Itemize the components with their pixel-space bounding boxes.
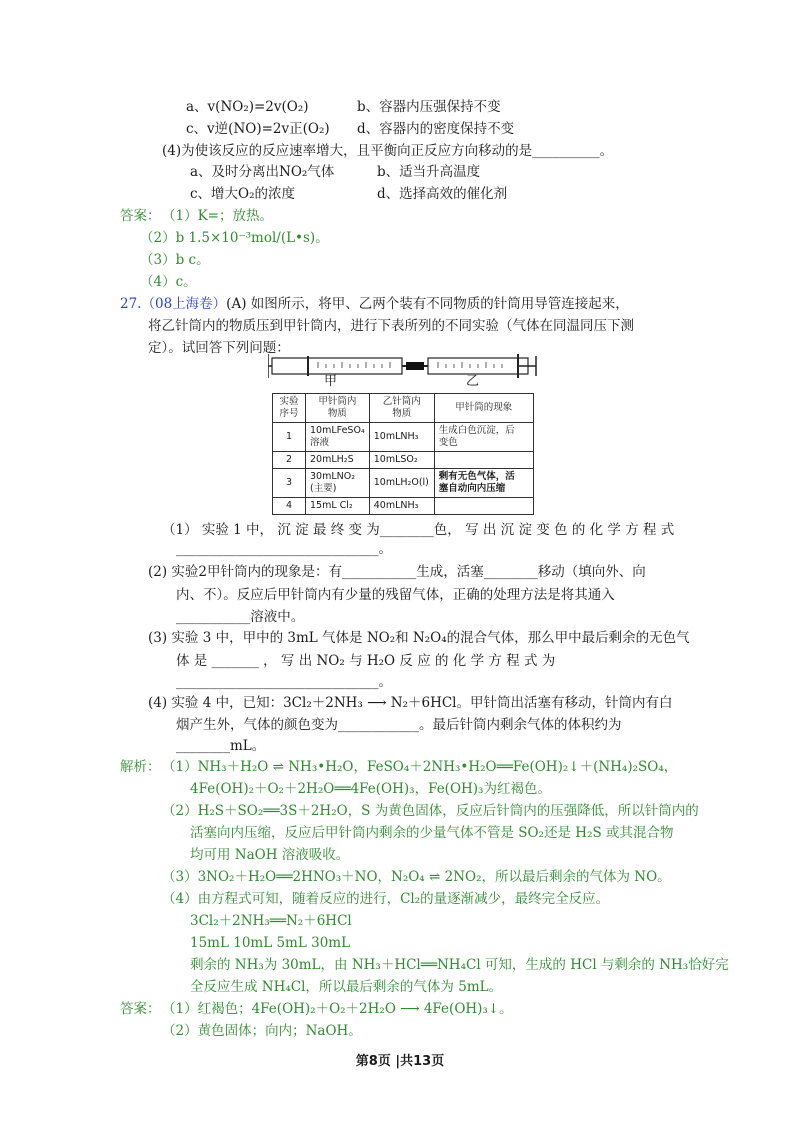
question-source: （08上海卷） [141,296,227,312]
answer-line-3: （3）b c。 [140,252,210,268]
syringe-label-jia: 甲 [324,374,338,389]
q4-option-d: d、选择高效的催化剂 [377,186,508,202]
table-cell [434,498,533,515]
analysis-1-line-1: （1）NH₃＋H₂O ⇌ NH₃•H₂O，FeSO₄＋2NH₃•H₂O══Fe(OH)₂↓＋(NH₄)₂SO₄， [162,759,678,775]
option-d: d、容器内的密度保持不变 [357,121,515,137]
subquestion-3-line-3: ______________________________。 [176,674,392,690]
table-row [273,423,534,452]
table-header-cell: 甲针筒内 物质 [306,394,370,423]
question-stem-3: 定）。试回答下列问题： [148,340,290,356]
table-cell: 1 [273,423,306,452]
analysis-4-line-4: 剩余的 NH₃为 30mL，由 NH₃＋HCl══NH₄Cl 可知，生成的 HCl 与剩余的 NH₃恰好完 [190,957,729,973]
question-stem-2: 将乙针筒内的物质压到甲针筒内，进行下表所列的不同实验（气体在同温同压下测 [148,318,634,334]
analysis-2-line-3: 均可用 NaOH 溶液吸收。 [190,847,350,863]
analysis-1-line-2: 4Fe(OH)₂＋O₂＋2H₂O══4Fe(OH)₃，Fe(OH)₃为红褐色。 [190,781,551,797]
analysis-4-line-1: （4）由方程式可知，随着反应的进行，Cl₂的量逐渐减少，最终完全反应。 [162,891,610,907]
table-row [273,498,534,515]
syringe-label-yi: 乙 [466,374,480,389]
answer-line-2: （2）b 1.5×10⁻³mol/(L•s)。 [140,230,329,246]
analysis-3: （3）3NO₂＋H₂O══2HNO₃＋NO，N₂O₄ ⇌ 2NO₂，所以最后剩余的气体为 NO。 [162,869,671,885]
table-cell: 30mLNO₂ (主要) [306,469,370,498]
question-27-header [120,294,629,314]
option-a: a、v(NO₂)=2v(O₂) [186,99,309,115]
syringe-figure [268,348,538,392]
question-stem-1: (A) 如图所示，将甲、乙两个装有不同物质的针筒用导管连接起来， [226,296,629,312]
table-row [273,469,534,498]
analysis-label: 解析： [120,759,161,775]
table-cell: 10mLSO₂ [369,452,434,469]
answer-line-4: （4）c。 [140,274,197,290]
analysis-2-line-1: （2）H₂S＋SO₂══3S＋2H₂O，S 为黄色固体，反应后针筒内的压强降低，所以针筒内的 [162,803,699,819]
q4-option-c: c、增大O₂的浓度 [190,186,296,202]
subquestion-3-line-1: (3) 实验 3 中，甲中的 3mL 气体是 NO₂和 N₂O₄的混合气体，那么甲中最后剩余的无色气 [148,630,690,646]
subquestion-4-line-2: 烟产生外，气体的颜色变为____________。最后针筒内剩余气体的体积约为 [176,717,622,733]
experiment-table [272,393,534,515]
table-cell: 10mLFeSO₄ 溶液 [306,423,370,452]
table-cell: 2 [273,452,306,469]
table-row [273,452,534,469]
question-4-stem: (4)为使该反应的反应速率增大，且平衡向正反应方向移动的是__________。 [162,143,614,159]
option-c: c、v逆(NO)=2v正(O₂) [186,121,330,137]
table-header-row [273,394,534,423]
option-b: b、容器内压强保持不变 [357,99,501,115]
answer-line-1: （1）K=；放热。 [162,208,273,224]
subquestion-2-line-1: (2) 实验2甲针筒内的现象是：有___________生成，活塞________移动（填向外、向 [148,564,646,580]
subquestion-3-line-2: 体 是 _______ ， 写 出 NO₂ 与 H₂O 反 应 的 化 学 方 程 式 为 [176,653,556,669]
table-header-cell: 甲针筒的现象 [434,394,533,423]
table-cell: 生成白色沉淀，后 变色 [434,423,533,452]
analysis-4-equation: 3Cl₂＋2NH₃══N₂＋6HCl [190,913,352,929]
subquestion-4-line-3: ________mL。 [176,738,266,754]
question-number: 27. [120,296,142,312]
subquestion-1-line-1: （1） 实验 1 中， 沉 淀 最 终 变 为________色， 写 出 沉 淀 变 色 的 化 学 方 程 式 [162,522,675,538]
answer-27-line-2: （2）黄色固体；向内；NaOH。 [162,1023,362,1039]
q4-option-b: b、适当升高温度 [377,164,481,180]
analysis-4-volumes: 15mL 10mL 5mL 30mL [190,935,351,951]
subquestion-1-line-2: ______________________________。 [176,541,392,557]
table-cell: 10mLNH₃ [369,423,434,452]
subquestion-2-line-2: 内、不）。反应后甲针筒内有少量的残留气体，正确的处理方法是将其通入 [176,587,615,603]
table-cell: 15mL Cl₂ [306,498,370,515]
page-footer: 第8页 |共13页 [355,1054,445,1069]
table-cell: 剩有无色气体，活 塞自动向内压缩 [434,469,533,498]
subquestion-4-line-1: (4) 实验 4 中，已知：3Cl₂＋2NH₃ ⟶ N₂＋6HCl。甲针筒出活塞有移动，针筒内有白 [148,695,673,711]
table-cell: 10mLH₂O(l) [369,469,434,498]
analysis-4-line-5: 全反应生成 NH₄Cl，所以最后剩余的气体为 5mL。 [190,979,503,995]
answer-27-line-1: （1）红褐色；4Fe(OH)₂＋O₂＋2H₂O ⟶ 4Fe(OH)₃↓。 [162,1001,513,1017]
answer-label: 答案： [120,208,161,224]
table-cell: 40mLNH₃ [369,498,434,515]
subquestion-2-line-3: ___________溶液中。 [176,609,305,625]
q4-option-a: a、及时分离出NO₂气体 [190,164,335,180]
table-header-cell: 乙针筒内 物质 [369,394,434,423]
table-cell: 20mLH₂S [306,452,370,469]
analysis-2-line-2: 活塞向内压缩，反应后甲针筒内剩余的少量气体不管是 SO₂还是 H₂S 或其混合物 [190,825,674,841]
table-cell: 3 [273,469,306,498]
table-cell [434,452,533,469]
table-cell: 4 [273,498,306,515]
syringe-diagram [268,348,538,392]
table-header-cell: 实验 序号 [273,394,306,423]
answer-27-label: 答案： [120,1001,161,1017]
